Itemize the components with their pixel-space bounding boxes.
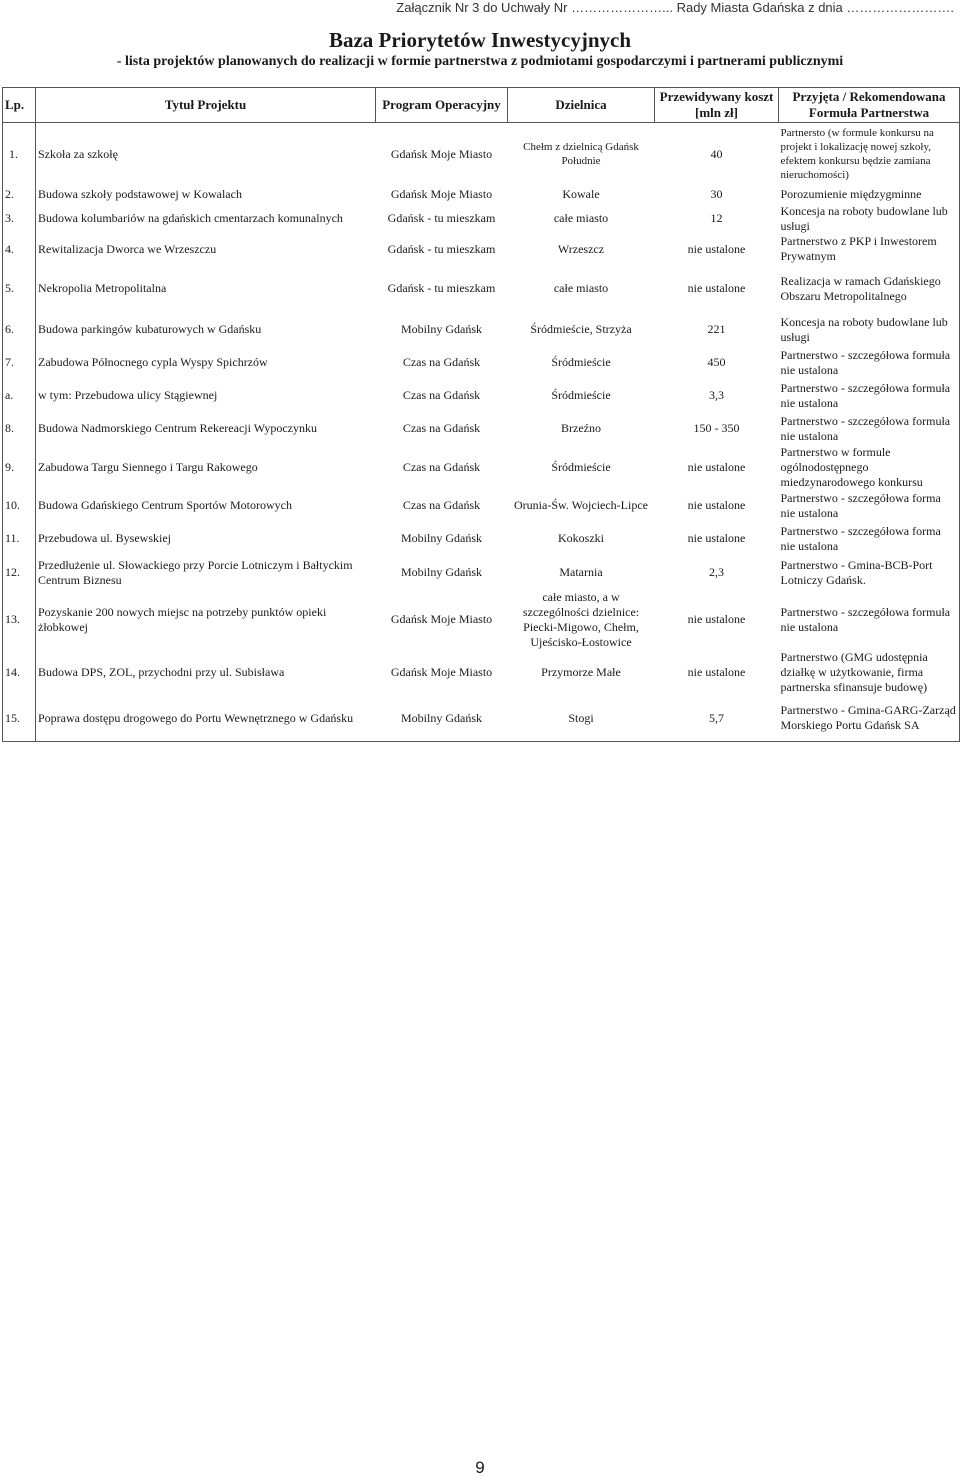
cell-lp: 6. <box>3 313 36 347</box>
col-header-district: Dzielnica <box>508 88 655 123</box>
annex-header: Załącznik Nr 3 do Uchwały Nr …………………... Rady Miasta Gdańska z dnia ……………………. <box>396 0 954 15</box>
col-header-formula: Przyjęta / Rekomendowana Formuła Partnerstwa <box>779 88 960 123</box>
cell-cost: nie ustalone <box>687 241 746 256</box>
cell-lp: 4. <box>3 234 36 265</box>
cell-title: Budowa parkingów kubaturowych w Gdańsku <box>38 322 262 336</box>
cell-district: Śródmieście <box>551 388 611 402</box>
cell-cost: 450 <box>707 355 726 369</box>
cell-district: Śródmieście, Strzyża <box>530 322 632 336</box>
cell-title: Poprawa dostępu drogowego do Portu Wewnętrznego w Gdańsku <box>36 696 376 742</box>
cell-program: Gdańsk - tu mieszkam <box>387 281 496 295</box>
table-header-row <box>3 88 960 123</box>
cell-program: Mobilny Gdańsk <box>401 531 482 545</box>
cell-title: Nekropolia Metropolitalna <box>38 281 167 295</box>
cell-title: Rewitalizacja Dworca we Wrzeszczu <box>38 241 217 256</box>
cell-lp: 10. <box>3 490 36 522</box>
cell-district: Orunia-Św. Wojciech-Lipce <box>514 498 648 512</box>
projects-table <box>2 87 960 742</box>
cell-district: Brzeźno <box>561 421 601 435</box>
cell-lp: 8. <box>3 413 36 445</box>
cell-cost: nie ustalone <box>687 498 746 512</box>
table-row <box>3 379 960 413</box>
cell-district: Wrzeszcz <box>557 241 605 256</box>
cell-formula: Partnerstwo - szczegółowa formuła nie ustalona <box>779 590 960 650</box>
cell-formula: Realizacja w ramach Gdańskiego Obszaru Metropolitalnego <box>779 265 960 313</box>
cell-formula: Partnersto (w formule konkursu na projekt i lokalizację nowej szkoły, efektem konkursu będzie zamiana nieruchomości) <box>779 123 960 186</box>
cell-cost: 2,3 <box>709 565 724 579</box>
cell-program: Gdańsk Moje Miasto <box>390 187 493 201</box>
document-subtitle: - lista projektów planowanych do realizacji w formie partnerstwa z podmiotami gospodarczymi i partnerami publicznymi <box>116 54 844 69</box>
page-number: 9 <box>475 1458 485 1477</box>
cell-cost: nie ustalone <box>687 281 746 295</box>
cell-lp: 9. <box>3 445 36 490</box>
cell-cost: 150 - 350 <box>693 421 740 435</box>
cell-title: Szkoła za szkołę <box>38 146 118 161</box>
cell-title: Pozyskanie 200 nowych miejsc na potrzeby punktów opieki żłobkowej <box>38 604 327 634</box>
cell-district: Śródmieście <box>551 355 611 369</box>
cell-formula: Partnerstwo w formule ogólnodostępnego miedzynarodowego konkursu <box>779 445 960 490</box>
cell-lp: 11. <box>3 522 36 556</box>
cell-formula: Partnerstwo - szczegółowa formuła nie ustalona <box>779 347 960 379</box>
cell-title: Zabudowa Północnego cypla Wyspy Spichrzów <box>38 355 268 369</box>
cell-district: całe miasto <box>553 281 609 295</box>
cell-formula: Porozumienie międzygminne <box>779 186 960 204</box>
cell-district: Stogi <box>508 696 655 742</box>
cell-title: Budowa kolumbariów na gdańskich cmentarzach komunalnych <box>38 211 343 225</box>
table-row <box>3 650 960 696</box>
cell-title: Budowa szkoły podstawowej w Kowalach <box>38 187 242 201</box>
cell-lp: 5. <box>3 265 36 313</box>
cell-formula: Partnerstwo z PKP i Inwestorem Prywatnym <box>779 234 960 265</box>
cell-cost: 12 <box>710 211 723 225</box>
table-row <box>3 522 960 556</box>
cell-program: Czas na Gdańsk <box>402 355 481 369</box>
table-row <box>3 313 960 347</box>
cell-title: Przebudowa ul. Bysewskiej <box>38 531 171 545</box>
cell-lp: 15. <box>3 696 36 742</box>
col-header-program: Program Operacyjny <box>376 88 508 123</box>
cell-title: Budowa Gdańskiego Centrum Sportów Motorowych <box>38 498 292 512</box>
cell-formula: Koncesja na roboty budowlane lub usługi <box>779 204 960 234</box>
table-row <box>3 204 960 234</box>
cell-title: Przedłużenie ul. Słowackiego przy Porcie Lotniczym i Bałtyckim Centrum Biznesu <box>38 557 353 587</box>
col-header-title: Tytuł Projektu <box>36 88 376 123</box>
col-header-lp: Lp. <box>3 88 36 123</box>
cell-program: Czas na Gdańsk <box>402 421 481 435</box>
table-row <box>3 556 960 590</box>
cell-lp: 3. <box>3 204 36 234</box>
cell-cost: 30 <box>710 187 723 201</box>
cell-title: w tym: Przebudowa ulicy Stągiewnej <box>38 388 218 402</box>
cell-formula: Partnerstwo - szczegółowa formuła nie ustalona <box>779 413 960 445</box>
cell-formula: Partnerstwo - Gmina-BCB-Port Lotniczy Gdańsk. <box>779 556 960 590</box>
cell-program: Gdańsk Moje Miasto <box>390 612 493 626</box>
cell-formula: Partnerstwo (GMG udostępnia działkę w użytkowanie, firma partnerska sfinansuje budowę) <box>779 650 960 696</box>
table-row <box>3 696 960 742</box>
cell-district: Chełm z dzielnicą Gdańsk Południe <box>523 141 639 168</box>
table-row <box>3 186 960 204</box>
cell-title: Budowa Nadmorskiego Centrum Rekereacji Wypoczynku <box>38 421 317 435</box>
document-title: Baza Priorytetów Inwestycyjnych <box>328 28 632 52</box>
cell-program: Gdańsk Moje Miasto <box>390 665 493 679</box>
cell-program: Czas na Gdańsk <box>402 498 481 512</box>
table-row <box>3 413 960 445</box>
cell-lp: 2. <box>3 186 36 204</box>
cell-lp: 12. <box>3 556 36 590</box>
cell-cost: nie ustalone <box>687 665 746 679</box>
cell-title: Zabudowa Targu Siennego i Targu Rakowego <box>38 459 258 474</box>
cell-cost: 221 <box>707 322 726 336</box>
cell-lp: 7. <box>3 347 36 379</box>
cell-program: Czas na Gdańsk <box>402 459 481 474</box>
cell-formula: Partnerstwo - szczegółowa formuła nie ustalona <box>779 379 960 413</box>
cell-district: Śródmieście <box>551 459 611 474</box>
cell-program: Mobilny Gdańsk <box>401 322 482 336</box>
table-row <box>3 445 960 490</box>
table-row <box>3 490 960 522</box>
col-header-cost: Przewidywany koszt [mln zł] <box>655 88 779 123</box>
cell-district: Przymorze Małe <box>541 665 621 679</box>
cell-program: Gdańsk - tu mieszkam <box>387 211 496 225</box>
cell-district: Matarnia <box>559 565 603 579</box>
cell-formula: Koncesja na roboty budowlane lub usługi <box>779 313 960 347</box>
cell-title: Budowa DPS, ZOL, przychodni przy ul. Subisława <box>38 665 285 679</box>
cell-cost: 3,3 <box>709 388 724 402</box>
cell-program: Mobilny Gdańsk <box>376 696 508 742</box>
cell-cost: nie ustalone <box>687 459 746 474</box>
cell-lp: 13. <box>3 590 36 650</box>
table-row <box>3 590 960 650</box>
cell-district: całe miasto, a w szczególności dzielnice: Piecki-Migowo, Chełm, Ujeścisko-Łostowice <box>522 589 640 649</box>
cell-cost: nie ustalone <box>687 531 746 545</box>
cell-formula: Partnerstwo - Gmina-GARG-Zarząd Morskiego Portu Gdańsk SA <box>779 696 960 742</box>
table-row <box>3 234 960 265</box>
cell-formula: Partnerstwo - szczegółowa forma nie ustalona <box>779 490 960 522</box>
table-row <box>3 123 960 186</box>
table-row <box>3 265 960 313</box>
cell-lp: 14. <box>3 650 36 696</box>
cell-district: Kokoszki <box>558 531 604 545</box>
cell-cost: nie ustalone <box>687 612 746 626</box>
cell-program: Czas na Gdańsk <box>402 388 481 402</box>
cell-cost: 5,7 <box>655 696 779 742</box>
cell-program: Mobilny Gdańsk <box>401 565 482 579</box>
cell-cost: 40 <box>710 146 723 161</box>
cell-program: Gdańsk - tu mieszkam <box>387 241 496 256</box>
cell-lp: a. <box>3 379 36 413</box>
cell-program: Gdańsk Moje Miasto <box>390 146 493 161</box>
cell-formula: Partnerstwo - szczegółowa forma nie ustalona <box>779 522 960 556</box>
cell-lp: 1. <box>3 123 36 186</box>
table-row <box>3 347 960 379</box>
cell-district: Kowale <box>562 187 600 201</box>
cell-district: całe miasto <box>553 211 609 225</box>
